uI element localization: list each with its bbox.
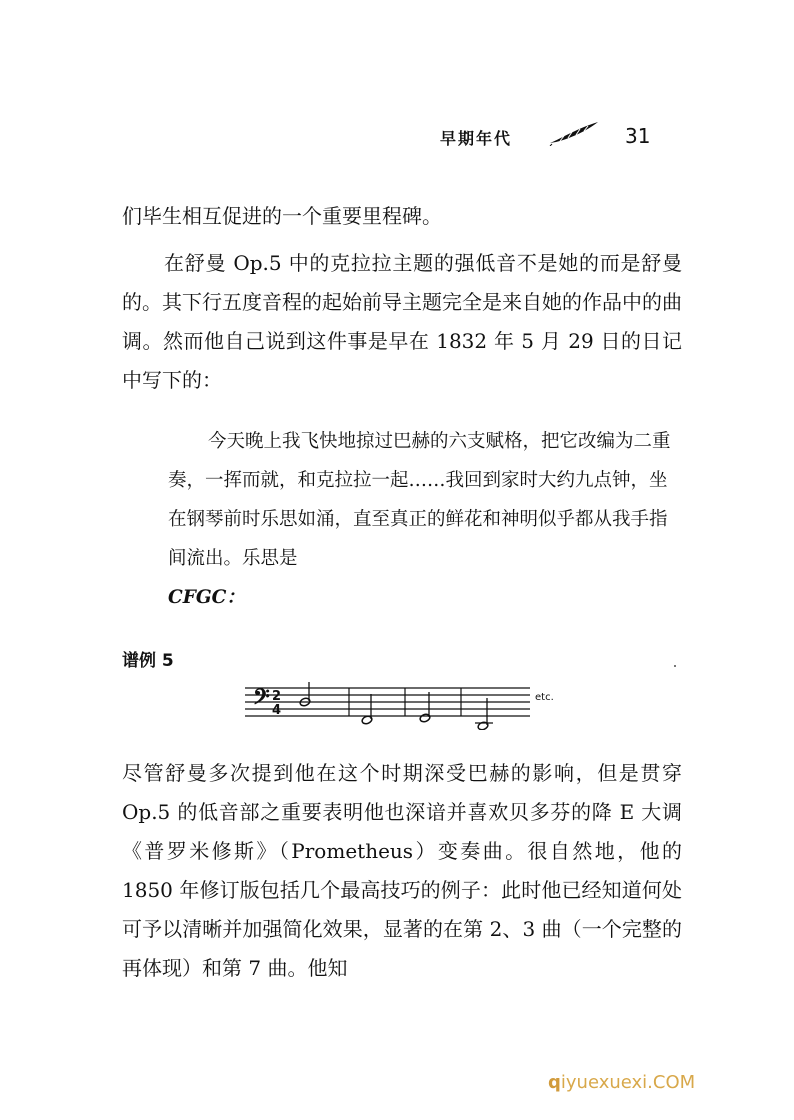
page-number: 31 xyxy=(625,124,651,148)
quote-notes: CFGC： xyxy=(168,587,245,608)
diary-quote xyxy=(168,422,682,617)
svg-text:2: 2 xyxy=(272,689,282,704)
chapter-title: 早期年代 xyxy=(440,129,513,148)
paragraph-op5-theme: 在舒曼 Op.5 中的克拉拉主题的强低音不是她的而是舒曼的。其下行五度音程的起始前导主题完全是来自她的作品中的曲调。然而他自己说到这件事是早在 1832 年 5 月 29 日的日记中写下的： xyxy=(122,251,682,392)
stray-mark xyxy=(674,665,676,667)
svg-text:𝄢: 𝄢 xyxy=(253,685,270,715)
music-example-etc: etc. xyxy=(535,692,554,703)
quill-ornament-icon xyxy=(548,120,600,146)
running-header xyxy=(0,120,794,160)
music-example-label: 谱例 5 xyxy=(122,651,174,671)
music-staff-example xyxy=(245,678,535,730)
paragraph-bach-influence: 尽管舒曼多次提到他在这个时期深受巴赫的影响，但是贯穿 Op.5 的低音部之重要表明他也深谙并喜欢贝多芬的降 E 大调《普罗米修斯》（Prometheus）变奏曲。很自然地，他的 1850 年修订版包括几个最高技巧的例子：此时他已经知道何处可予以清晰并加强简化效果，显著的在第 2、3 曲（一个完整的再体现）和第 7 曲。他知 xyxy=(122,761,682,980)
quote-text: 今天晚上我飞快地掠过巴赫的六支赋格，把它改编为二重奏，一挥而就，和克拉拉一起……我回到家时大约九点钟，坐在钢琴前时乐思如涌，直至真正的鲜花和神明似乎都从我手指间流出。乐思是 xyxy=(168,431,671,569)
paragraph-continuation: 们毕生相互促进的一个重要里程碑。 xyxy=(122,204,442,228)
site-watermark: qiyuexuexi.COM xyxy=(548,1072,696,1093)
svg-text:4: 4 xyxy=(272,703,282,718)
